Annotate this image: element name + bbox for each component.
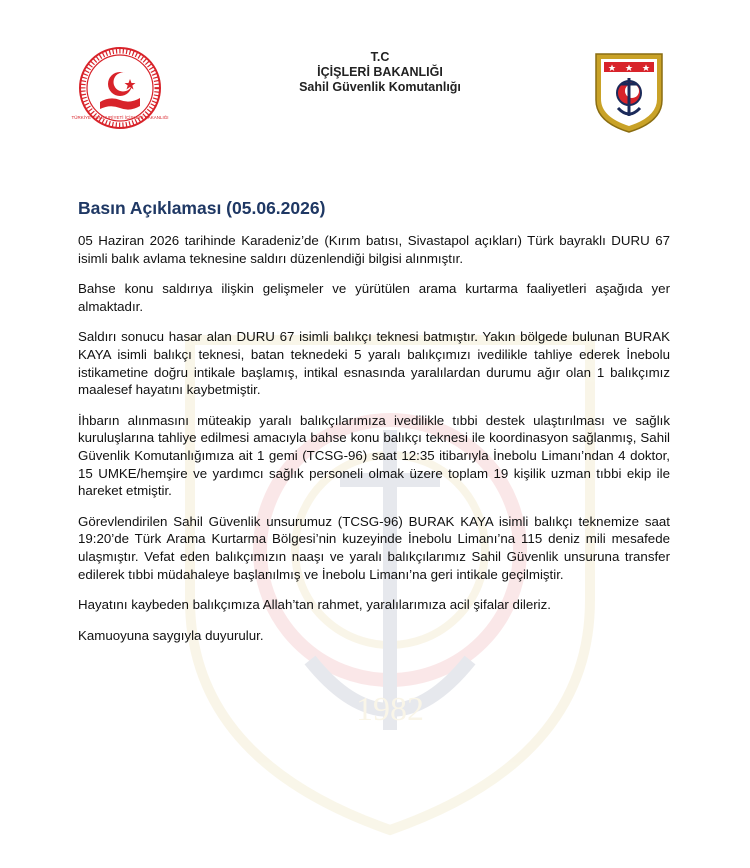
seal-text: TÜRKİYE CUMHURİYETİ İÇİŞLERİ BAKANLIĞI <box>71 115 169 120</box>
document-header <box>250 50 510 95</box>
ministry-seal-icon <box>71 46 169 130</box>
header-command: Sahil Güvenlik Komutanlığı <box>299 80 461 94</box>
paragraph: Bahse konu saldırıya ilişkin gelişmeler ve yürütülen arama kurtarma faaliyetleri aşağıda yer almaktadır. <box>78 281 670 314</box>
watermark-year: 1982 <box>356 691 424 728</box>
paragraph: Hayatını kaybeden balıkçımıza Allah’tan rahmet, yaralılarımıza acil şifalar dileriz. <box>78 597 551 613</box>
press-release-title: Basın Açıklaması (05.06.2026) <box>78 198 326 218</box>
paragraph: 05 Haziran 2026 tarihinde Karadeniz’de (Kırım batısı, Sivastapol açıkları) Türk bayraklı DURU 67 isimli balık avlama teknesine saldırı düzenlendiği bilgisi alınmıştır. <box>78 233 670 266</box>
coast-guard-emblem-icon <box>592 48 666 134</box>
header-ministry: İÇİŞLERİ BAKANLIĞI <box>317 65 443 79</box>
paragraph: Kamuoyuna saygıyla duyurulur. <box>78 627 264 643</box>
press-release-body <box>78 232 670 657</box>
paragraph: İhbarın alınmasını müteakip yaralı balıkçılarımıza ivedilikle tıbbi destek ulaştırılması ve sağlık kuruluşlarına tahliye edilmesi amacıyla bahse konu balıkçı teknesi ile koordinasyon sağlanmış, Sahil Güvenlik Komutanlığımıza ait 1 gemi (TCSG-96) saat 12:35 itibarıyla İnebolu Limanı’ndan 4 doktor, 15 UMKE/hemşire ve yardımcı sağlık personeli olmak üzere toplam 19 kişilik uzman tıbbi ekip ile hareket etmiştir. <box>78 412 670 499</box>
paragraph: Saldırı sonucu hasar alan DURU 67 isimli balıkçı teknesi batmıştır. Yakın bölgede bulunan BURAK KAYA isimli balıkçı teknesi, batan teknedeki 5 yaralı balıkçımızı ivedilikle tahliye ederek İnebolu istikametine doğru intikale başlamış, intikal esnasında yaralılardan durumu ağır olan 1 balıkçımız maalesef hayatını kaybetmiştir. <box>78 329 670 398</box>
header-republic: T.C <box>370 50 390 64</box>
paragraph: Görevlendirilen Sahil Güvenlik unsurumuz (TCSG-96) BURAK KAYA isimli balıkçı teknemize saat 19:20’de Türk Arama Kurtarma Bölgesi’nin kuzeyinde İnebolu Limanı’na 115 deniz mili mesafede ulaşmıştır. Vefat eden balıkçımızın naaşı ve yaralı balıkçılarımız Sahil Güvenlik unsuruna transfer edilerek tıbbi müdahaleye başlanılmış ve İnebolu Limanı’na geri intikale geçilmiştir. <box>78 513 670 582</box>
